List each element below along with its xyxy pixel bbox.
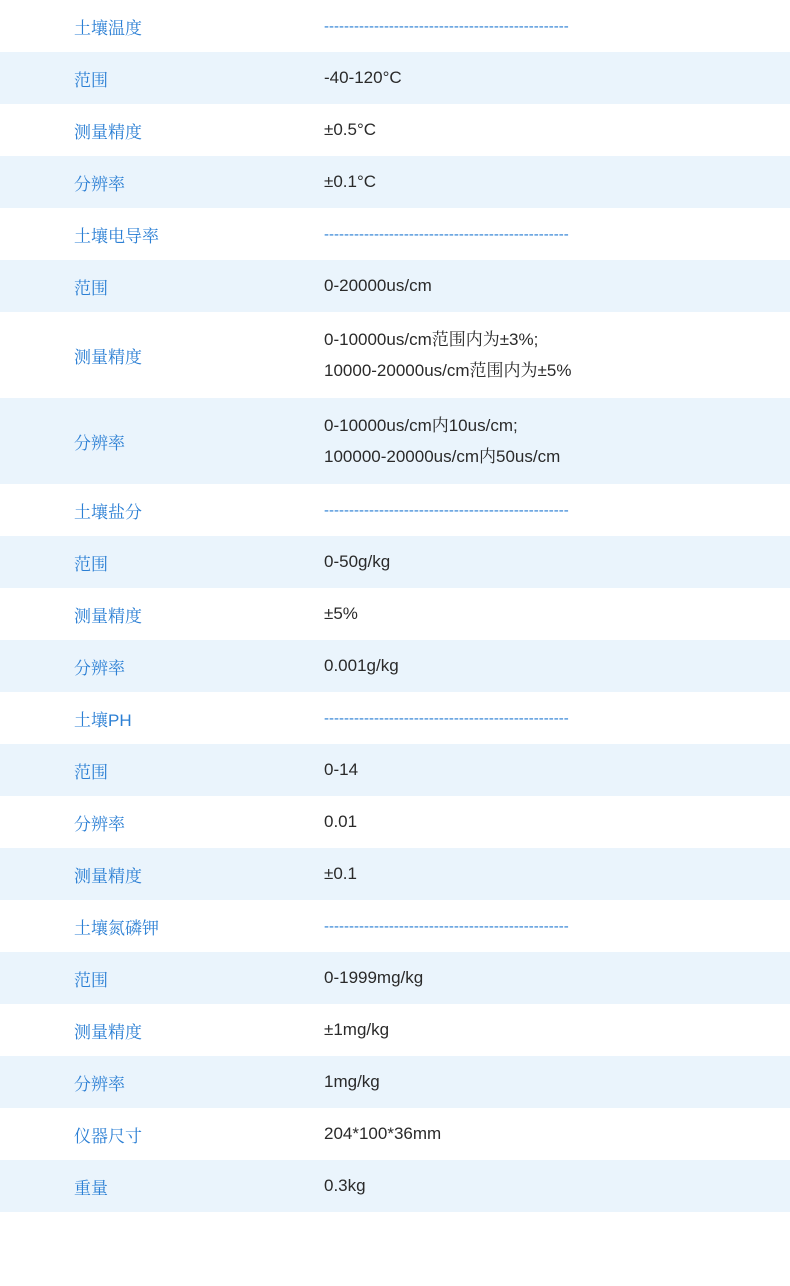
spec-row bbox=[0, 156, 790, 208]
section-dash-rule: ------------------------------------------------- bbox=[324, 17, 569, 35]
spec-row bbox=[0, 536, 790, 588]
spec-value-text: -40-120°C bbox=[324, 68, 402, 87]
spec-value bbox=[284, 104, 790, 156]
spec-value bbox=[284, 744, 790, 796]
spec-value-text: ±0.5°C bbox=[324, 120, 377, 139]
spec-value-text: ±5% bbox=[324, 604, 358, 623]
spec-value bbox=[284, 398, 790, 484]
spec-row bbox=[0, 1056, 790, 1108]
spec-label: 土壤氮磷钾 bbox=[74, 918, 159, 938]
spec-value bbox=[284, 260, 790, 312]
section-dash-rule: ------------------------------------------------- bbox=[324, 917, 569, 935]
spec-value-text: 0-1999mg/kg bbox=[324, 968, 424, 987]
spec-label: 范围 bbox=[74, 762, 108, 782]
spec-value bbox=[284, 536, 790, 588]
spec-value-text: 0.01 bbox=[324, 812, 358, 831]
spec-value-line: 0-10000us/cm范围内为±3%; bbox=[324, 329, 539, 349]
spec-label: 测量精度 bbox=[74, 866, 142, 886]
spec-value bbox=[284, 588, 790, 640]
spec-row bbox=[0, 52, 790, 104]
spec-label: 土壤盐分 bbox=[74, 502, 142, 522]
spec-label: 土壤PH bbox=[74, 710, 132, 730]
spec-row bbox=[0, 744, 790, 796]
spec-value-line: 0-10000us/cm内10us/cm; bbox=[324, 415, 518, 435]
spec-value-text: 204*100*36mm bbox=[324, 1124, 442, 1143]
spec-value bbox=[284, 156, 790, 208]
spec-value bbox=[284, 312, 790, 398]
spec-row bbox=[0, 796, 790, 848]
spec-value bbox=[284, 1160, 790, 1212]
spec-label: 土壤电导率 bbox=[74, 226, 159, 246]
spec-value-text: ±0.1 bbox=[324, 864, 357, 883]
spec-row bbox=[0, 848, 790, 900]
spec-row bbox=[0, 104, 790, 156]
spec-row bbox=[0, 312, 790, 398]
spec-section-row bbox=[0, 900, 790, 952]
spec-label: 测量精度 bbox=[74, 122, 142, 142]
spec-row bbox=[0, 640, 790, 692]
spec-value bbox=[284, 952, 790, 1004]
spec-label: 范围 bbox=[74, 970, 108, 990]
spec-value bbox=[284, 692, 790, 744]
section-dash-rule: ------------------------------------------------- bbox=[324, 501, 569, 519]
spec-row bbox=[0, 952, 790, 1004]
spec-value bbox=[284, 484, 790, 536]
spec-label: 分辨率 bbox=[74, 174, 125, 194]
spec-section-row bbox=[0, 692, 790, 744]
spec-section-row bbox=[0, 484, 790, 536]
spec-row bbox=[0, 1004, 790, 1056]
spec-value-text: ±1mg/kg bbox=[324, 1020, 390, 1039]
spec-label: 重量 bbox=[74, 1178, 108, 1198]
spec-label: 范围 bbox=[74, 554, 108, 574]
spec-label: 分辨率 bbox=[74, 658, 125, 678]
spec-section-row bbox=[0, 208, 790, 260]
spec-label: 测量精度 bbox=[74, 347, 142, 367]
spec-value-text: 0.001g/kg bbox=[324, 656, 399, 675]
spec-value bbox=[284, 1004, 790, 1056]
section-dash-rule: ------------------------------------------------- bbox=[324, 709, 569, 727]
spec-label: 测量精度 bbox=[74, 606, 142, 626]
spec-value-text: 0-50g/kg bbox=[324, 552, 391, 571]
spec-value bbox=[284, 796, 790, 848]
spec-value bbox=[284, 208, 790, 260]
spec-value bbox=[284, 848, 790, 900]
spec-row bbox=[0, 1160, 790, 1212]
spec-value bbox=[284, 640, 790, 692]
spec-label: 范围 bbox=[74, 70, 108, 90]
spec-section-row bbox=[0, 0, 790, 52]
spec-label: 分辨率 bbox=[74, 814, 125, 834]
spec-value-line: 10000-20000us/cm范围内为±5% bbox=[324, 361, 572, 380]
spec-label: 仪器尺寸 bbox=[74, 1126, 142, 1146]
spec-label: 范围 bbox=[74, 278, 108, 298]
spec-label: 土壤温度 bbox=[74, 18, 142, 38]
spec-row bbox=[0, 260, 790, 312]
spec-value-line: 100000-20000us/cm内50us/cm bbox=[324, 447, 561, 466]
spec-value bbox=[284, 1056, 790, 1108]
section-dash-rule: ------------------------------------------------- bbox=[324, 225, 569, 243]
spec-value-text: 0-20000us/cm bbox=[324, 276, 432, 295]
spec-value bbox=[284, 52, 790, 104]
spec-label: 测量精度 bbox=[74, 1022, 142, 1042]
spec-label: 分辨率 bbox=[74, 1074, 125, 1094]
spec-value bbox=[284, 1108, 790, 1160]
spec-label: 分辨率 bbox=[74, 433, 125, 453]
spec-row bbox=[0, 1108, 790, 1160]
spec-value bbox=[284, 0, 790, 52]
spec-row bbox=[0, 398, 790, 484]
spec-value bbox=[284, 900, 790, 952]
spec-row bbox=[0, 588, 790, 640]
spec-value-text: 0-14 bbox=[324, 760, 359, 779]
spec-value-text: 0.3kg bbox=[324, 1176, 366, 1195]
spec-value-text: ±0.1°C bbox=[324, 172, 377, 191]
spec-value-text: 1mg/kg bbox=[324, 1072, 380, 1091]
